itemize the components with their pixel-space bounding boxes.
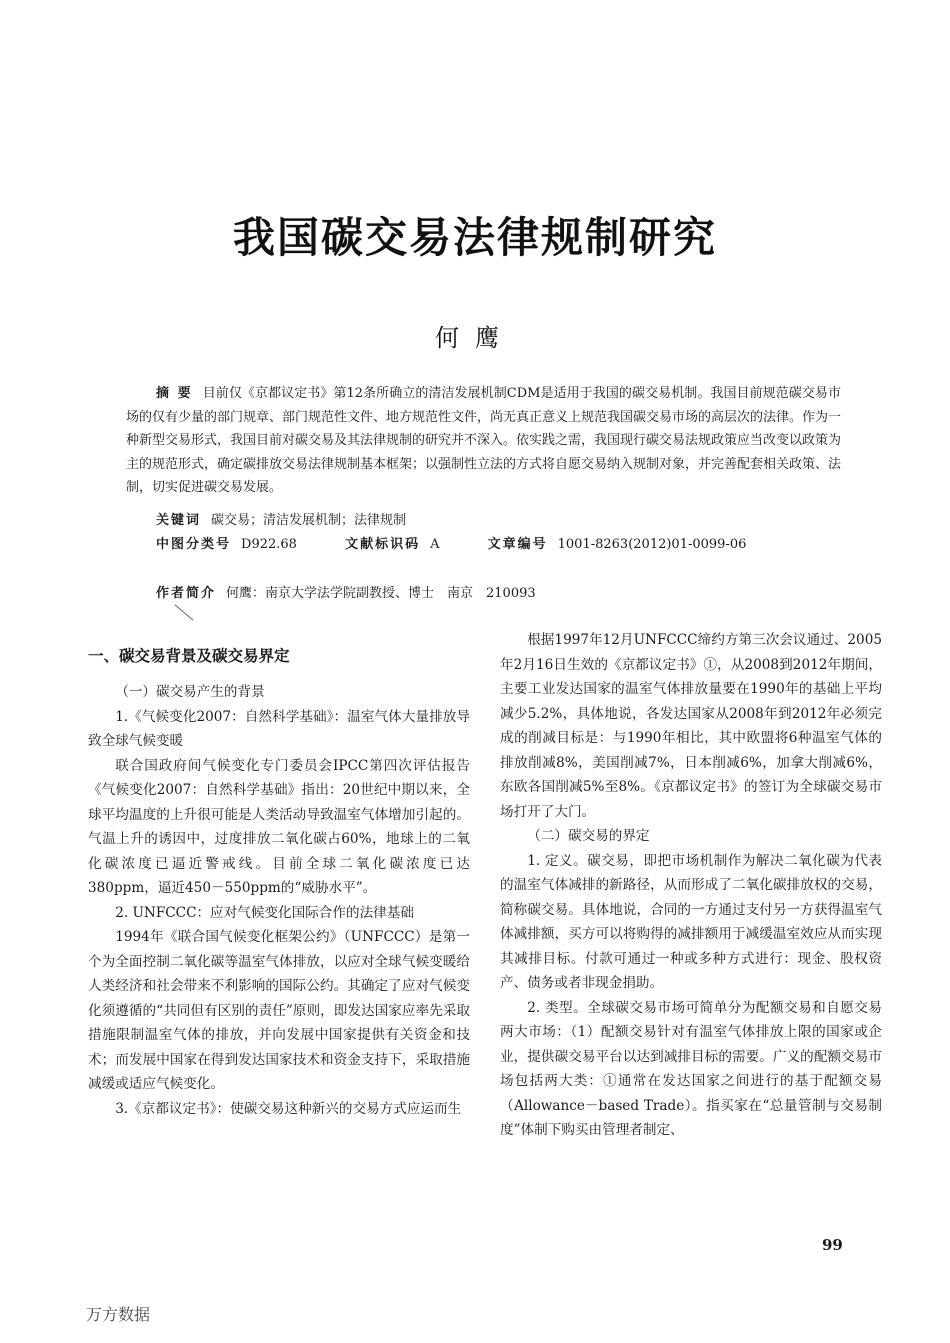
paragraph: 1. 定义。碳交易，即把市场机制作为解决二氧化碳为代表的温室气体减排的新路径，从而形成了二氧化碳排放权的交易，简称碳交易。具体地说，合同的一方通过支付另一方获得温室气体减排额，买方可以将购得的减排额用于减缓温室效应从而实现其减排目标。付款可通过一种或多种方式进行：现金、股权资产、债务或者非现金捐助。 xyxy=(500,852,882,991)
section-heading: 一、碳交易背景及碳交易界定 xyxy=(88,647,290,665)
keywords-label: 关键词 xyxy=(156,513,202,528)
page-number: 99 xyxy=(822,1236,843,1254)
left-column xyxy=(88,628,470,1121)
author-name: 何鹰 xyxy=(435,324,515,352)
item-heading: 1.《气候变化2007：自然科学基础》：温室气体大量排放导致全球气候变暖 xyxy=(88,708,470,749)
doc-code-label: 文献标识码 xyxy=(345,537,421,552)
doc-code-value: A xyxy=(430,537,440,552)
keywords xyxy=(156,509,406,528)
clc-label: 中图分类号 xyxy=(156,537,232,552)
article-number-label: 文章编号 xyxy=(487,537,548,552)
abstract-text: 目前仅《京都议定书》第12条所确立的清洁发展机制CDM是适用于我国的碳交易机制。我国目前规范碳交易市场的仅有少量的部门规章、部门规范性文件、地方规范性文件，尚无真正意义上规范我国碳交易市场的高层次的法律。作为一种新型交易形式，我国目前对碳交易及其法律规制的研究并不深入。依实践之需，我国现行碳交易法规政策应当改变以政策为主的规范形式，确定碳排放交易法律规制基本框架；以强制性立法的方式将自愿交易纳入规制对象，并完善配套相关政策、法制，切实促进碳交易发展。 xyxy=(126,386,842,495)
author-bio xyxy=(156,582,536,601)
author-bio-text: 何鹰：南京大学法学院副教授、博士 南京 210093 xyxy=(226,586,536,601)
author-bio-label: 作者简介 xyxy=(156,586,217,601)
keywords-text: 碳交易；清洁发展机制；法律规制 xyxy=(211,513,407,528)
stray-mark xyxy=(174,604,193,620)
subsection-heading: （一）碳交易产生的背景 xyxy=(115,684,265,700)
abstract xyxy=(126,382,841,500)
paragraph: 1994年《联合国气候变化框架公约》（UNFCCC）是第一个为全面控制二氧化碳等温室气体排放，以应对全球气候变暖给人类经济和社会带来不利影响的国际公约。其确定了应对气候变化须遵循的“共同但有区别的责任”原则，即发达国家应率先采取措施限制温室气体的排放，并向发展中国家提供有关资金和技术；而发展中国家在得到发达国家技术和资金支持下，采取措施减缓或适应气候变化。 xyxy=(88,929,470,1092)
abstract-label: 摘 要 xyxy=(156,386,193,401)
item-heading: 2. UNFCCC：应对气候变化国际合作的法律基础 xyxy=(115,904,414,921)
article-number-value: 1001-8263(2012)01-0099-06 xyxy=(557,537,747,552)
subsection-heading: （二）碳交易的界定 xyxy=(527,828,650,844)
item-heading: 3.《京都议定书》：使碳交易这种新兴的交易方式应运而生 xyxy=(115,1100,462,1117)
watermark: 万方数据 xyxy=(86,1305,151,1324)
classification-line xyxy=(156,533,746,552)
paragraph: 根据1997年12月UNFCCC缔约方第三次会议通过、2005年2月16日生效的《京都议定书》①，从2008到2012年期间，主要工业发达国家的温室气体排放量要在1990年的基础上平均减少5.2%，具体地说，各发达国家从2008年到2012年必须完成的削减目标是：与1990年相比，其中欧盟将6种温室气体的排放削减8%，美国削减7%，日本削减6%，加拿大削减6%，东欧各国削减5%至8%。《京都议定书》的签订为全球碳交易市场打开了大门。 xyxy=(500,632,882,820)
article-title: 我国碳交易法律规制研究 xyxy=(232,213,717,262)
clc-value: D922.68 xyxy=(241,537,297,552)
right-column xyxy=(500,628,882,1143)
paragraph: 2. 类型。全球碳交易市场可简单分为配额交易和自愿交易两大市场：（1）配额交易针对有温室气体排放上限的国家或企业，提供碳交易平台以达到减排目标的需要。广义的配额交易市场包括两大类：①通常在发达国家之间进行的基于配额交易（Allowance－based Trade）。指买家在“总量管制与交易制度”体制下购买由管理者制定、 xyxy=(500,999,882,1138)
paragraph: 联合国政府间气候变化专门委员会IPCC第四次评估报告《气候变化2007：自然科学基础》指出：20世纪中期以来，全球平均温度的上升很可能是人类活动导致温室气体增加引起的。气温上升的诱因中，过度排放二氧化碳占60%，地球上的二氧化碳浓度已逼近警戒线。目前全球二氧化碳浓度已达380ppm，逼近450－550ppm的“威胁水平”。 xyxy=(88,757,470,896)
